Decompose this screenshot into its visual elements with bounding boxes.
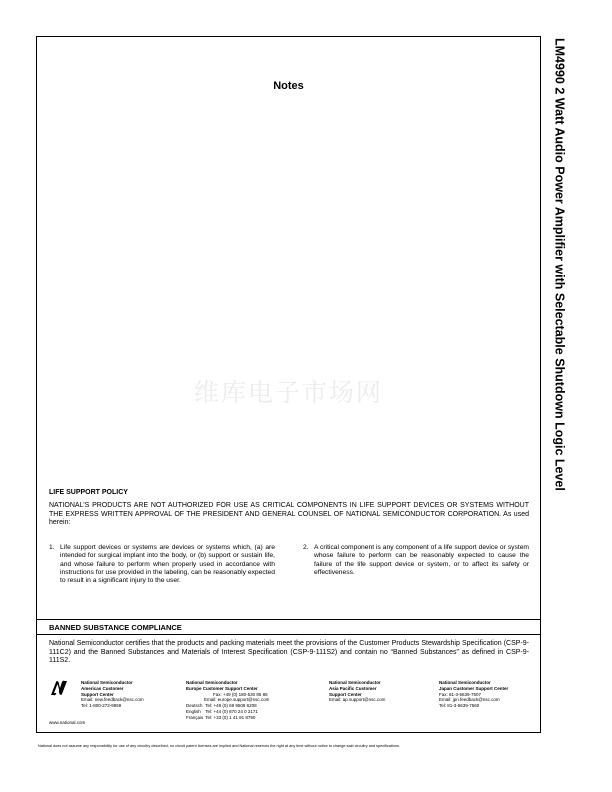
- contact-name: National Semiconductor: [186, 680, 238, 685]
- contact-tel: Tel: +33 (0) 1 41 91 8790: [205, 714, 256, 720]
- footer-disclaimer: National does not assume any responsibility for use of any circuitry described, no circuit patent licenses are implied and National reserves the right at any time without notice to change said circuitry and specifications.: [38, 744, 400, 748]
- page-title: Notes: [273, 80, 304, 92]
- watermark-text: 维库电子市场网: [193, 378, 383, 407]
- life-support-list: [49, 544, 529, 585]
- section-divider: [36, 634, 541, 635]
- contact-fax: Fax: 81-3-5639-7507: [439, 691, 482, 697]
- contact-asia: [329, 680, 385, 703]
- contact-subtitle: Support Center: [329, 691, 362, 697]
- website-link[interactable]: www.national.com: [49, 720, 86, 725]
- contact-tel: Tel: 1-800-272-9959: [81, 703, 122, 709]
- list-item-number: 2.: [303, 544, 309, 551]
- contact-subtitle: Asia Pacific Customer: [329, 685, 377, 691]
- contact-tel: Tel: 81-3-5639-7560: [439, 703, 480, 709]
- contact-tel: Tel: +44 (0) 870 24 0 2171: [205, 708, 258, 714]
- contact-lang: Deutsch: [186, 703, 203, 709]
- contact-japan: [439, 680, 508, 709]
- national-logo-icon: [50, 680, 68, 696]
- contact-americas: [81, 680, 144, 709]
- list-item-number: 1.: [49, 544, 55, 551]
- contact-fax: Fax: +49 (0) 180-530 85 86: [213, 691, 268, 697]
- life-support-body: NATIONAL’S PRODUCTS ARE NOT AUTHORIZED FOR USE AS CRITICAL COMPONENTS IN LIFE SUPPORT DEVICES OR SYSTEMS WITHOUT THE EXPRESS WRITTEN APPROVAL OF THE PRESIDENT AND GENERAL COUNSEL OF NATIONAL SEMICONDUCTOR CORPORATION. As used herein:: [49, 502, 529, 527]
- contact-europe: [186, 680, 269, 721]
- contact-subtitle: Support Center: [81, 691, 114, 697]
- contact-email: Email: new.feedback@nsc.com: [81, 697, 144, 703]
- life-support-heading: LIFE SUPPORT POLICY: [49, 489, 128, 496]
- banned-substance-heading: BANNED SUBSTANCE COMPLIANCE: [49, 623, 182, 632]
- banned-substance-body: National Semiconductor certifies that the products and packing materials meet the provisions of the Customer Products Stewardship Specification (CSP-9-111C2) and the Banned Substances and Materials of Interest Specification (CSP-9-111S2) and contain no “Banned Substances” as defined in CSP-9-111S2.: [49, 640, 529, 665]
- side-document-title: LM4990 2 Watt Audio Power Amplifier with Selectable Shutdown Logic Level: [552, 38, 567, 491]
- list-item: [303, 544, 529, 585]
- contact-tel: Tel: +49 (0) 69 9508 6208: [205, 703, 257, 709]
- contact-name: National Semiconductor: [439, 680, 491, 685]
- contact-email: Email: ap.support@nsc.com: [329, 697, 386, 703]
- section-divider: [36, 619, 541, 620]
- contact-row: [186, 715, 269, 721]
- contact-subtitle: Japan Customer Support Center: [439, 685, 509, 691]
- contact-name: National Semiconductor: [81, 680, 133, 685]
- contact-subtitle: Europe Customer Support Center: [186, 685, 258, 691]
- contact-email: Email: europe.support@nsc.com: [204, 697, 270, 703]
- contact-lang: Français: [186, 714, 204, 720]
- contact-subtitle: Americas Customer: [81, 685, 124, 691]
- list-item-text: Life support devices or systems are devices or systems which, (a) are intended for surgical implant into the body, or (b) support or sustain life, and whose failure to perform when properly used in accordance with instructions for use provided in the labeling, can be reasonably expected to result in a significant injury to the user.: [60, 544, 275, 585]
- contact-email: Email: jpn.feedback@nsc.com: [439, 697, 500, 703]
- list-item-text: A critical component is any component of a life support device or system whose failure to perform can be reasonably expected to cause the failure of the life support device or system, or to affect its safety or effectiveness.: [314, 544, 529, 576]
- contact-lang: English: [186, 708, 201, 714]
- list-item: [49, 544, 275, 585]
- contact-name: National Semiconductor: [329, 680, 381, 685]
